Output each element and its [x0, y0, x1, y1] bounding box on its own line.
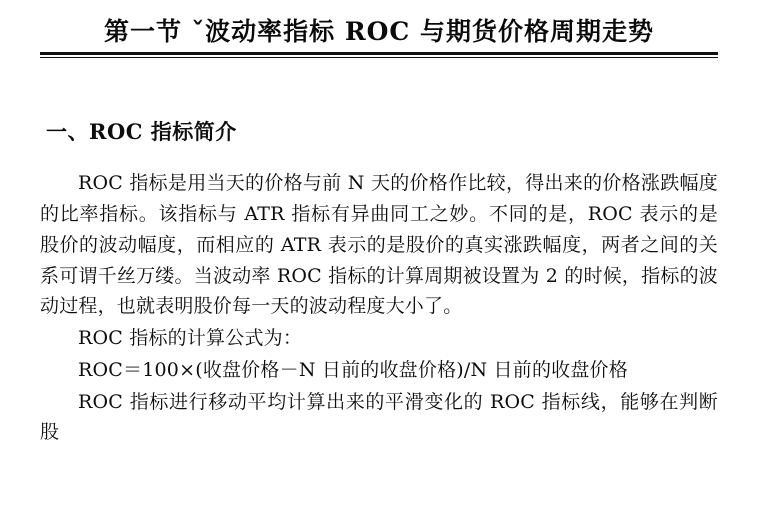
body-text: [40, 168, 718, 448]
paragraph: ROC 指标的计算公式为：: [78, 327, 303, 350]
paragraph: ROC 指标是用当天的价格与前 N 天的价格作比较，得出来的价格涨跌幅度的比率指标。该指标与 ATR 指标有异曲同工之妙。不同的是，ROC 表示的是股价的波动幅度，而相应的 ATR 表示的是股价的真实涨跌幅度，两者之间的关系可谓千丝万缕。当波动率 ROC 指标的计算周期被设置为 2 的时候，指标的波动过程，也就表明股价每一天的波动程度大小了。: [40, 172, 718, 318]
document-page: [0, 16, 758, 511]
paragraph: ROC 指标进行移动平均计算出来的平滑变化的 ROC 指标线，能够在判断股: [40, 390, 718, 444]
formula-line: ROC＝100×(收盘价格－N 日前的收盘价格)/N 日前的收盘价格: [78, 358, 628, 381]
chapter-header: [40, 16, 718, 58]
heading-rule-thin: [40, 57, 718, 58]
section-title: 一、ROC 指标简介: [46, 119, 237, 145]
heading-rule-thick: [40, 52, 718, 55]
chapter-title: 第一节 ˇ波动率指标 ROC 与期货价格周期走势: [103, 17, 655, 46]
